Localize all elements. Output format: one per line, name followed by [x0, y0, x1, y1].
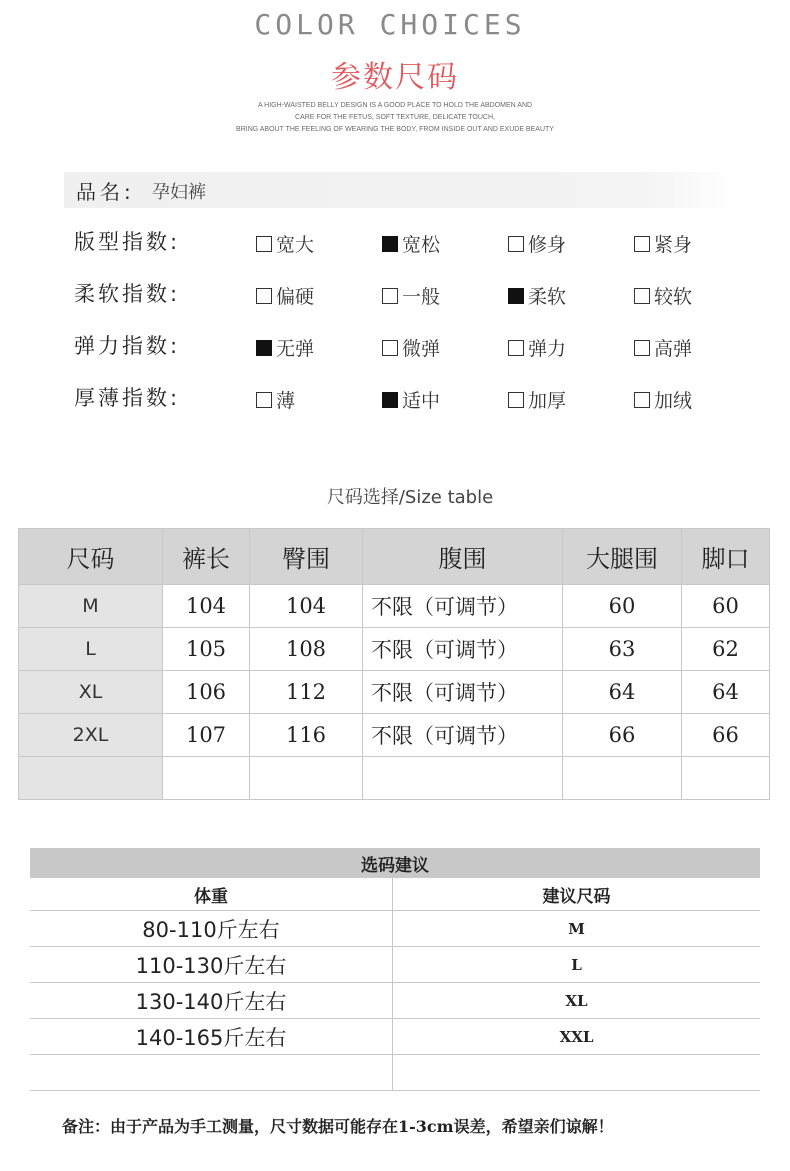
- recommendation-table: [30, 848, 760, 1091]
- attribute-option-label: 高弹: [654, 338, 693, 360]
- title-english: COLOR CHOICES: [254, 8, 526, 41]
- attribute-option: [256, 230, 314, 254]
- attribute-option: [256, 334, 314, 358]
- unchecked-box-icon: [634, 392, 650, 408]
- size-table-cell: 66: [682, 714, 770, 757]
- weight-range: 130-140斤左右: [30, 983, 393, 1019]
- attribute-row: [0, 226, 790, 266]
- size-table-cell: 2XL: [19, 714, 163, 757]
- unchecked-box-icon: [634, 340, 650, 356]
- attribute-option-label: 无弹: [276, 338, 315, 360]
- recommendation-body: [30, 878, 760, 1091]
- blurb-line: BRING ABOUT THE FEELING OF WEARING THE BODY, FROM INSIDE OUT AND EXUDE BEAUTY: [236, 126, 554, 133]
- checked-box-icon: [382, 236, 398, 252]
- size-table-header-row: [19, 529, 770, 585]
- attribute-option: [256, 386, 295, 410]
- recommendation-row: [30, 947, 760, 983]
- size-table-body: [19, 585, 770, 800]
- size-table-row: [19, 714, 770, 757]
- size-table-cell: 64: [563, 671, 682, 714]
- recommended-size: M: [393, 911, 761, 947]
- weight-range: 110-130斤左右: [30, 947, 393, 983]
- size-table-cell: 64: [682, 671, 770, 714]
- attribute-option: [382, 334, 440, 358]
- size-table-empty-cell: [163, 757, 250, 800]
- size-table-empty-cell: [19, 757, 163, 800]
- size-table-cell: M: [19, 585, 163, 628]
- attribute-label: 柔软指数:: [74, 282, 181, 306]
- attribute-option: [256, 282, 314, 306]
- size-table-cell: XL: [19, 671, 163, 714]
- unchecked-box-icon: [256, 288, 272, 304]
- unchecked-box-icon: [508, 340, 524, 356]
- attribute-option: [634, 230, 692, 254]
- attribute-option: [508, 282, 566, 306]
- size-table-cell: 62: [682, 628, 770, 671]
- attribute-option-label: 宽大: [276, 234, 315, 256]
- attribute-option-label: 一般: [402, 286, 441, 308]
- product-name-bar: [64, 172, 738, 208]
- attribute-option-label: 薄: [276, 390, 296, 412]
- attribute-label: 厚薄指数:: [74, 386, 181, 410]
- header-blurb: [0, 100, 790, 136]
- weight-range: 140-165斤左右: [30, 1019, 393, 1055]
- checked-box-icon: [256, 340, 272, 356]
- size-table-cell: 66: [563, 714, 682, 757]
- size-table-empty-cell: [250, 757, 363, 800]
- recommendation-empty-cell: [30, 1055, 393, 1091]
- checked-box-icon: [508, 288, 524, 304]
- size-table-cell: 60: [682, 585, 770, 628]
- attribute-row: [0, 330, 790, 370]
- size-table-cell: 108: [250, 628, 363, 671]
- attribute-row: [0, 278, 790, 318]
- header-cell: 脚口: [682, 529, 770, 585]
- checked-box-icon: [382, 392, 398, 408]
- recommendation-title: 选码建议: [30, 848, 760, 878]
- recommendation-row: [30, 911, 760, 947]
- attribute-option-label: 柔软: [528, 286, 567, 308]
- attribute-option-label: 微弹: [402, 338, 441, 360]
- size-table-empty-cell: [363, 757, 563, 800]
- size-table-cell: 104: [250, 585, 363, 628]
- size-table-row: [19, 585, 770, 628]
- size-table-empty-cell: [563, 757, 682, 800]
- size-table-cell: 不限（可调节）: [363, 628, 563, 671]
- unchecked-box-icon: [256, 392, 272, 408]
- attribute-option-label: 偏硬: [276, 286, 315, 308]
- size-table-empty-cell: [682, 757, 770, 800]
- attribute-option: [508, 386, 566, 410]
- size-header: 建议尺码: [393, 878, 761, 911]
- product-name-value: 孕妇裤: [152, 182, 206, 203]
- attribute-option: [382, 282, 440, 306]
- attribute-option-label: 加绒: [654, 390, 693, 412]
- unchecked-box-icon: [634, 236, 650, 252]
- size-table-cell: 106: [163, 671, 250, 714]
- weight-header: 体重: [30, 878, 393, 911]
- size-table-cell: 116: [250, 714, 363, 757]
- size-table-cell: L: [19, 628, 163, 671]
- unchecked-box-icon: [382, 340, 398, 356]
- unchecked-box-icon: [508, 392, 524, 408]
- header-cell: 腹围: [363, 529, 563, 585]
- unchecked-box-icon: [634, 288, 650, 304]
- size-table-cell: 107: [163, 714, 250, 757]
- size-table-cell: 60: [563, 585, 682, 628]
- attribute-option-label: 弹力: [528, 338, 567, 360]
- attribute-option: [508, 230, 566, 254]
- attribute-option-label: 修身: [528, 234, 567, 256]
- size-table-cell: 105: [163, 628, 250, 671]
- header-cell: 裤长: [163, 529, 250, 585]
- size-table-cell: 不限（可调节）: [363, 714, 563, 757]
- size-table-row: [19, 671, 770, 714]
- attribute-option-label: 紧身: [654, 234, 693, 256]
- size-table-title: 尺码选择/Size table: [326, 487, 494, 508]
- attribute-option: [508, 334, 566, 358]
- recommended-size: XL: [393, 983, 761, 1019]
- attribute-option: [634, 334, 692, 358]
- recommended-size: L: [393, 947, 761, 983]
- recommendation-header-row: [30, 878, 760, 911]
- recommendation-empty-row: [30, 1055, 760, 1091]
- measurement-note: 备注：由于产品为手工测量，尺寸数据可能存在1-3cm误差，希望亲们谅解！: [62, 1117, 614, 1136]
- size-table: [18, 528, 770, 800]
- size-table-row: [19, 628, 770, 671]
- size-table-cell: 不限（可调节）: [363, 585, 563, 628]
- size-table-cell: 104: [163, 585, 250, 628]
- attribute-label: 版型指数:: [74, 230, 181, 254]
- header-cell: 大腿围: [563, 529, 682, 585]
- weight-range: 80-110斤左右: [30, 911, 393, 947]
- attribute-option: [634, 282, 692, 306]
- attribute-option-label: 较软: [654, 286, 693, 308]
- recommendation-row: [30, 1019, 760, 1055]
- blurb-line: CARE FOR THE FETUS, SOFT TEXTURE, DELICATE TOUCH,: [295, 114, 495, 121]
- attribute-row: [0, 382, 790, 422]
- size-table-empty-row: [19, 757, 770, 800]
- header-cell: 臀围: [250, 529, 363, 585]
- unchecked-box-icon: [382, 288, 398, 304]
- blurb-line: A HIGH-WAISTED BELLY DESIGN IS A GOOD PLACE TO HOLD THE ABDOMEN AND: [257, 102, 533, 109]
- size-table-cell: 63: [563, 628, 682, 671]
- product-name-label: 品名:: [76, 180, 135, 204]
- attribute-label: 弹力指数:: [74, 334, 181, 358]
- attribute-option: [382, 230, 440, 254]
- unchecked-box-icon: [508, 236, 524, 252]
- recommended-size: XXL: [393, 1019, 761, 1055]
- title-chinese: 参数尺码: [331, 60, 459, 95]
- recommendation-row: [30, 983, 760, 1019]
- size-table-cell: 112: [250, 671, 363, 714]
- size-table-cell: 不限（可调节）: [363, 671, 563, 714]
- attribute-option: [382, 386, 440, 410]
- attribute-option-label: 适中: [402, 390, 441, 412]
- attribute-option: [634, 386, 692, 410]
- header-cell: 尺码: [19, 529, 163, 585]
- unchecked-box-icon: [256, 236, 272, 252]
- attribute-option-label: 加厚: [528, 390, 567, 412]
- recommendation-empty-cell: [393, 1055, 761, 1091]
- attribute-option-label: 宽松: [402, 234, 441, 256]
